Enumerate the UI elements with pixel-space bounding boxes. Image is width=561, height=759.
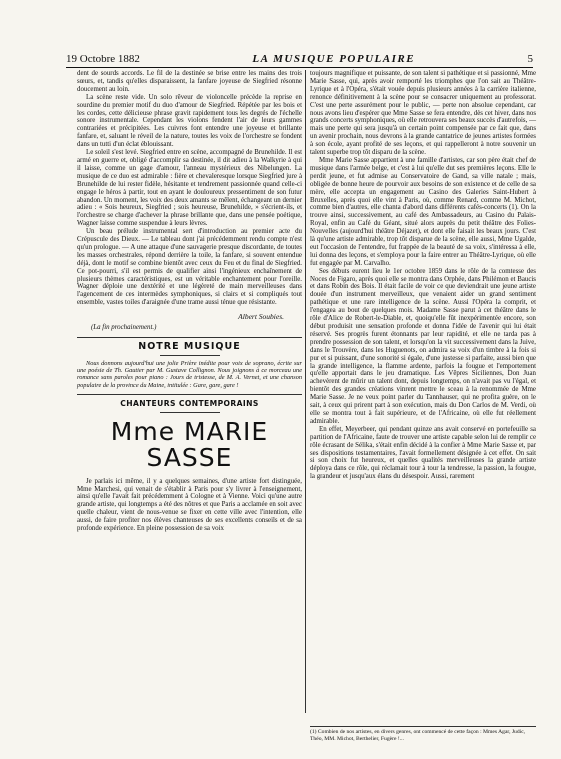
article-paragraph: Le soleil s'est levé. Siegfried entre en scène, accompagné de Brunehilde. Il est armé en guerre et, obligé d'accomplir sa destinée, il dit adieu à la Walkyrie à qui il laisse, comme un gage d'amour, l'anneau mystérieux des Nibelungen. La musique de ce duo est admirable : fière et chevaleresque lorsque Siegfried jure à Brunehilde de lui rester fidèle, hésitante et tendrement passionnée quand celle-ci engage le héros à partir, tout en ayant le douloureux pressentiment de son futur abandon. Un moment, les voix des deux amants se mêlent, échangeant un dernier adieu : « Sois heureux, Siegfried ; sois heureuse, Brunehilde, » s'écrient-ils, et l'orchestre se charge d'achever la phrase brillante que, dans une pensée poétique, Wagner laisse comme suspendue à leurs lèvres. [77,149,302,228]
column-divider [305,70,306,713]
notre-musique-text: Nous donnons aujourd'hui une jolie Prière inédite pour voix de soprano, écrite sur une poésie de Th. Gautier par M. Gustave Collignon. Nous joignons à ce morceau une romance sans paroles pour piano : Jours de tristesse, de M. A. Vernet, et une chanson populaire de la province du Maine, intitulée : Gare, gare, gare ! [77,359,302,389]
article-paragraph: En effet, Meyerbeer, qui pendant quinze ans avait conservé en portefeuille sa partition de l'Africaine, faute de trouver une artiste capable selon lui de remplir ce rôle écrasant de Sélika, s'était enfin décidé à la confier à Mme Marie Sasse et, par ses dispositions testamentaires, l'avait formellement désignée à cet effet. On sait si son choix fut heureux, et quelles qualités merveilleuses la grande artiste déploya dans ce rôle, qui réclamait tour à tour la tendresse, la passion, la fougue, la grandeur et jusqu'aux élans du désespoir. Aussi, rarement [310,425,536,481]
journal-title: LA MUSIQUE POPULAIRE [252,53,416,65]
section-divider [77,394,302,395]
article-paragraph: Je parlais ici même, il y a quelques semaines, d'une artiste fort distinguée, Mme Marchesi, qui venait de s'établir à Paris pour s'y livrer à l'enseignement, ainsi qu'elle l'avait fait précédemment à Cologne et à Vienne. Voici qu'une autre grande artiste, qui longtemps a été des nôtres et que Paris a acclamée en soit avec quelle chaleur, vient de nous-venue se fixer en cette ville avec l'intention, elle aussi, de faire profiter nos élèves chanteuses de ses excellents conseils et de sa profonde expérience. En pleine possession de sa voix [77,477,302,533]
chanteurs-kicker: CHANTEURS CONTEMPORAINS [120,398,259,408]
right-column [310,70,536,753]
title-underline [160,412,220,413]
continued-note: (La fin prochainement.) [91,324,157,332]
article-paragraph: Ses débuts eurent lieu le 1er octobre 1859 dans le rôle de la comtesse des Noces de Figaro, après quoi elle se montra dans Orphée, dans Philémon et Baucis et dans Robin des Bois. Il était facile de voir ce que deviendrait une jeune artiste douée d'un instrument merveilleux, que venaient aider un grand sentiment pathétique et une rare intelligence de la scène. Aussi l'Opéra la comprit, et l'engagea au bout de quelques mois. Madame Sasse parut à cet théâtre dans le rôle d'Alice de Robert-le-Diable, et, quoiqu'elle fût inexpérimentée encore, son début produisit une sensation profonde et donna l'idée de l'avenir qui lui était réservé. Ses progrès furent étonnants par leur rapidité, et elle ne tarda pas à prendre possession de son talent, et lorsqu'on la vit successivement dans la Juive, dans le Trouvère, dans les Huguenots, on admira sa voix d'un timbre à la fois si pur et si puissant, d'une sonorité si égale, d'une justesse si parfaite, aussi bien que la grande intelligence, la flamme ardente, parfois la fougue et l'emportement qu'elle apportait dans le jeu dramatique. Les Vêpres Siciliennes, Don Juan achevèrent de mûrir un talent dont, depuis longtemps, on n'avait pas vu l'égal, et bientôt des grandes créations vinrent mettre le sceau à la renommée de Mme Marie Sasse. Je ne veux point parler du Tannhauser, qui ne profita guère, on le sait, à ceux qui prirent part à son exécution, mais du Don Carlos de M. Verdi, où elle se montra tout à fait supérieure, et de l'Africaine, où elle fut réellement admirable. [310,267,536,425]
issue-date: 19 Octobre 1882 [66,53,140,65]
left-column [77,70,302,753]
article-paragraph: Un beau prélude instrumental sert d'introduction au premier acte du Crépuscule des Dieux. — Le tableau dont j'ai précédemment rendu compte n'est qu'un prologue. — A une attaque d'une sauvagerie presque discordante, de toutes les masses orchestrales, répond derrière la toile, la fanfare, si souvent entendue déjà, dont le motif se combine bientôt avec ceux du Feu et du final de Siegfried. Ce pot-pourri, s'il est permis de qualifier ainsi l'ingénieux enchaînement de plusieurs thèmes caractéristiques, est un véritable enchantement pour l'oreille. Wagner déploie une dextérité et une légèreté de main merveilleuses dans l'agencement de ces intermèdes symphoniques, si clairs et si compliqués tout ensemble, vastes toiles d'araignée d'une trame aussi ténue que résistante. [77,228,302,307]
article-paragraph: dent de sourds accords. Le fil de la destinée se brise entre les mains des trois sœurs, et, tandis qu'elles disparaissent, la fanfare joyeuse de Siegfried résonne doucement au loin. [77,70,302,93]
article-paragraph: La scène reste vide. Un solo rêveur de violoncelle précède la reprise en sourdine du premier motif du duo d'amour de Siegfried. Répétée par les bois et les cordes, cette délicieuse phrase gravit rapidement tous les degrés de l'échelle sonore instrumentale. Cependant les violons fendent l'air de leurs gammes contrariées et précipitées. Les cuivres font entendre une joyeuse et brillante fanfare, et, saluant le réveil de la nature, toutes les voix de l'orchestre se fondent dans un tutti d'un éclat éblouissant. [77,93,302,149]
article-paragraph: toujours magnifique et puissante, de son talent si pathétique et si passionné, Mme Marie Sasse, qui, après avoir remporté les triomphes que l'on sait au Théâtre-Lyrique et à l'Opéra, s'était vouée depuis plusieurs années à la carrière italienne, renonce définitivement à la scène pour se consacrer uniquement au professorat. C'est une perte assurément pour le public, — perte non absolue cependant, car nous avons lieu d'espérer que Mme Sasse se fera entendre, dès cet hiver, dans nos grands concerts symphoniques, où elle retrouvera ses beaux succès d'autrefois, — mais une perte qui sera jusqu'à un certain point compensée par ce fait que, dans un avenir prochain, nous devrons à la grande cantatrice de jeunes artistes formées à son école, ayant profité de ses leçons, et qui rappelleront à notre souvenir un talent superbe trop tôt disparu de la scène. [310,70,536,157]
notre-musique-title: NOTRE MUSIQUE [138,341,241,352]
section-divider [77,337,302,338]
page-header [66,49,533,68]
article-title: Mme MARIE SASSE [110,416,269,472]
footnote: (1) Combien de nos artistes, en divers genres, ont commencé de cette façon : Mmes Agar, Judic, Théo, MM. Michot, Berthelier, Fugère !... [310,726,536,742]
author-signature: Albert Soubies. [238,312,284,322]
title-underline [160,355,220,356]
page-number: 5 [527,53,533,65]
article-paragraph: Mme Marie Sasse appartient à une famille d'artistes, car son père était chef de musique dans l'armée belge, et c'est à lui qu'elle dut ses premières leçons. Elle le perdit jeune, et fut admise au Conservatoire de Gand, sa ville natale ; mais, obligée de bonne heure de pourvoir aux besoins de son existence et de celle de sa mère, elle accepta un engagement au Casino des Galeries Saint-Hubert à Bruxelles, après quoi elle vint à Paris, où, comme Renard, comme M. Michot, comme bien d'autres, elle chanta d'abord dans différents cafés-concerts (1). On la trouve ainsi, successivement, au café des Ambassadeurs, au Casino du Palais-Royal, enfin au Café du Géant, situé alors auprès du petit théâtre des Folies-Nouvelles (aujourd'hui théâtre Déjazet), et dont elle faisait les beaux jours. C'est là qu'une artiste admirable, trop tôt disparue de la scène, elle aussi, Mme Ugalde, eut l'occasion de l'entendre, fut frappée de la beauté de sa voix, s'intéressa à elle, lui donna des leçons, et s'employa pour la faire entrer au Théâtre-Lyrique, où elle fut engagée par M. Carvalho. [310,156,536,267]
